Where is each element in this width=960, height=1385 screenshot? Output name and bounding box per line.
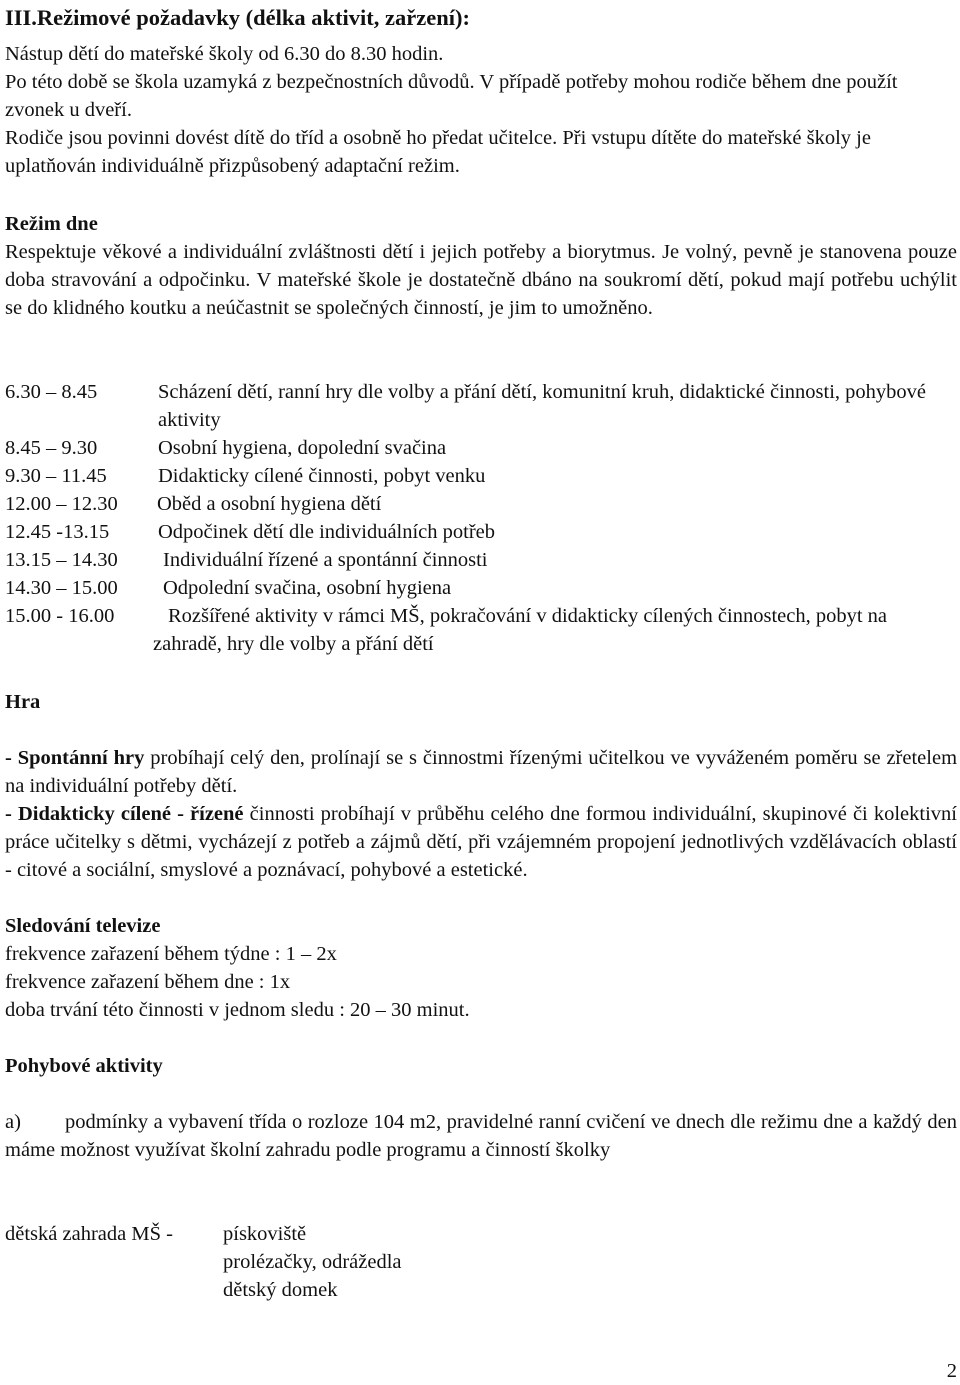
schedule-row bbox=[5, 378, 957, 434]
hra-didakticky bbox=[5, 800, 957, 884]
daily-schedule bbox=[5, 378, 957, 658]
schedule-desc: Individuální řízené a spontánní činnosti bbox=[163, 549, 488, 571]
garden-item: dětský domek bbox=[223, 1279, 338, 1301]
schedule-time: 12.00 – 12.30 bbox=[5, 493, 118, 515]
schedule-desc: Didakticky cílené činnosti, pobyt venku bbox=[158, 465, 486, 487]
schedule-row bbox=[5, 602, 957, 658]
schedule-desc: Osobní hygiena, dopolední svačina bbox=[158, 437, 447, 459]
schedule-desc: Oběd a osobní hygiena dětí bbox=[157, 493, 382, 515]
rezim-heading: Režim dne bbox=[5, 213, 98, 235]
schedule-row bbox=[5, 574, 957, 602]
hra-spontanni bbox=[5, 744, 957, 800]
schedule-time: 14.30 – 15.00 bbox=[5, 577, 118, 599]
tv-line-2: frekvence zařazení během dne : 1x bbox=[5, 971, 291, 993]
intro-line-2: Po této době se škola uzamyká z bezpečnostních důvodů. V případě potřeby mohou rodiče během dne použít zvonek u dveří. bbox=[5, 71, 898, 121]
section-title: III.Režimové požadavky (délka aktivit, zařzení): bbox=[5, 5, 470, 30]
garden-item: prolézačky, odrážedla bbox=[223, 1251, 402, 1273]
hra-spontanni-text: probíhají celý den, prolínají se s činnostmi řízenými učitelkou ve vyváženém poměru se zřetelem na individuální potřeby dětí. bbox=[5, 747, 958, 797]
hra-spontanni-label: - Spontánní hry bbox=[5, 747, 145, 769]
intro-line-1: Nástup dětí do mateřské školy od 6.30 do 8.30 hodin. bbox=[5, 43, 444, 65]
schedule-desc: Scházení dětí, ranní hry dle volby a přání dětí, komunitní kruh, didaktické činnosti, pohybové aktivity bbox=[158, 381, 927, 431]
schedule-row bbox=[5, 546, 957, 574]
tv-line-3: doba trvání této činnosti v jednom sledu : 20 – 30 minut. bbox=[5, 999, 470, 1021]
schedule-time: 8.45 – 9.30 bbox=[5, 437, 98, 459]
schedule-time: 6.30 – 8.45 bbox=[5, 381, 98, 403]
hra-didakticky-text: činnosti probíhají v průběhu celého dne formou individuální, skupinové či kolektivní práce učitelky s dětmi, vycházejí z potřeb a zájmů dětí, při vzájemném propojení jednotlivých vzdělávacích oblastí - citové a sociální, smyslové a poznávací, pohybové a estetické. bbox=[5, 803, 957, 881]
hra-didakticky-label: - Didakticky cílené - řízené bbox=[5, 803, 244, 825]
pohyb-heading: Pohybové aktivity bbox=[5, 1055, 163, 1077]
schedule-time: 12.45 -13.15 bbox=[5, 521, 110, 543]
schedule-desc: Odpočinek dětí dle individuálních potřeb bbox=[158, 521, 496, 543]
hra-heading: Hra bbox=[5, 691, 41, 713]
schedule-row bbox=[5, 490, 957, 518]
garden-label: dětská zahrada MŠ - bbox=[5, 1223, 173, 1245]
tv-heading: Sledování televize bbox=[5, 915, 161, 937]
schedule-row bbox=[5, 462, 957, 490]
schedule-row bbox=[5, 518, 957, 546]
intro-line-3: Rodiče jsou povinni dovést dítě do tříd a osobně ho předat učitelce. Při vstupu dítěte do mateřské školy je uplatňován individuálně přizpůsobený adaptační režim. bbox=[5, 127, 871, 177]
schedule-time: 9.30 – 11.45 bbox=[5, 465, 107, 487]
tv-line-1: frekvence zařazení během týdne : 1 – 2x bbox=[5, 943, 337, 965]
schedule-desc: Rozšířené aktivity v rámci MŠ, pokračování v didakticky cílených činnostech, pobyt na zahradě, hry dle volby a přání dětí bbox=[153, 605, 888, 655]
rezim-text: Respektuje věkové a individuální zvláštnosti dětí i jejich potřeby a biorytmus. Je volný, pevně je stanovena pouze doba stravování a odpočinku. V mateřské škole je dostatečně dbáno na soukromí dětí, pokud mají potřebu uchýlit se do klidného koutku a neúčastnit se společných činností, je jim to umožněno. bbox=[5, 241, 957, 319]
schedule-time: 13.15 – 14.30 bbox=[5, 549, 118, 571]
pohyb-item-a-text: podmínky a vybavení třída o rozloze 104 m2, pravidelné ranní cvičení ve dnech dle režimu dne a každý den máme možnost využívat školní zahradu podle programu a činností školky bbox=[5, 1111, 957, 1161]
pohyb-item-a-label: a) bbox=[5, 1111, 21, 1133]
schedule-desc: Odpolední svačina, osobní hygiena bbox=[163, 577, 452, 599]
pohyb-item-a bbox=[5, 1108, 957, 1164]
schedule-time: 15.00 - 16.00 bbox=[5, 605, 115, 627]
schedule-row bbox=[5, 434, 957, 462]
garden-item: pískoviště bbox=[223, 1223, 307, 1245]
page-number: 2 bbox=[946, 1360, 957, 1382]
